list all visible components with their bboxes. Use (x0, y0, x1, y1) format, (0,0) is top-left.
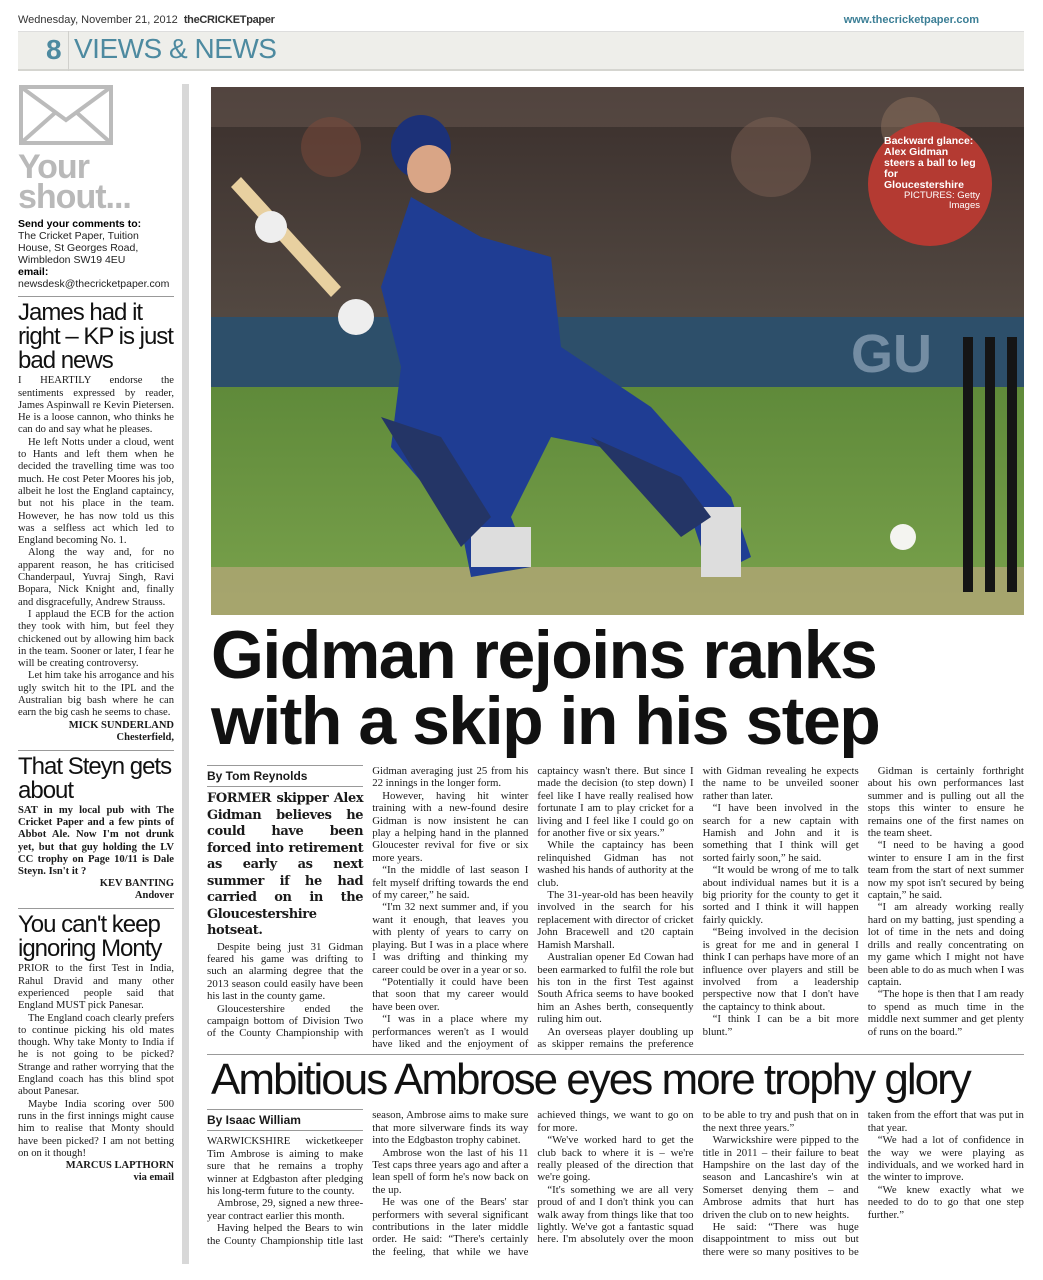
body-paragraph: Gloucestershire ended the campaign bottom of Division Two of the County Championship with Gidman averaging just 25 from his 22 innings in the longer form. (207, 765, 529, 1040)
letter-paragraph: Let him take his arrogance and his ugly switch hit to the IPL and the Australian big bash where he can earn the big cash he seems to chase. (18, 670, 174, 719)
letter-paragraph: SAT in my local pub with The Cricket Paper and a few pints of Abbot Ale. Now I'm not drunk yet, but that guy holding the LV CC trophy on Page 10/11 is Dale Steyn. Isn't it ? (18, 804, 174, 878)
letters-sidebar (18, 84, 174, 1184)
body-paragraph: “The hope is then that I am ready to spend as much time in the middle next summer and get plenty of runs on the board.” (867, 988, 1024, 1038)
page-number: 8 (46, 34, 62, 65)
body-paragraph: “It would be wrong of me to talk about individual names but it is a big priority for the county to get it sorted and I think it will happen fairly quickly. (702, 864, 859, 926)
body-paragraph: “I'm 32 next summer and, if you want it enough, that leaves you with plenty of years to carry on playing. But I was in a place where I was drifting and thinking my career could be over in a year or so. (372, 901, 529, 976)
band-divider (68, 31, 69, 71)
body-paragraph: “It's something we are all very proud of and I don't think you can walk away from things like that too lightly. We've got a fantastic squad here. I'm absolutely over the moon to be able to try and push that on in the next three years.” (537, 1109, 859, 1246)
letter-paragraph: Along the way and, for no apparent reason, he has criticised Chanderpaul, Yuvraj Singh, Ravi Bopara, Nick Knight and, finally and disgracefully, Andrew Strauss. (18, 547, 174, 608)
letter-location: via email (133, 1172, 174, 1184)
letter-signature: KEV BANTING (99, 878, 174, 890)
body-paragraph: “I need to be having a good winter to ensure I am in the first team from the start of next summer now my spot isn't secured by being captain,” he said. (867, 839, 1024, 902)
postal-address: The Cricket Paper, Tuition House, St Georges Road, Wimbledon SW19 4EU (18, 230, 139, 267)
body-paragraph: “Being involved in the decision is great for me and in general I think I can perhaps have more of an influence over players and still be involved from a leadership perspective now that I don't have the captaincy to think about. (702, 926, 859, 1013)
body-paragraph: “We knew exactly what we needed to do to go that one step further.” (867, 1183, 1024, 1221)
body-paragraph: While the captaincy has been relinquished Gidman has not washed his hands of authority at the club. (537, 839, 694, 889)
letter-paragraph: I applaud the ECB for the action they took with him, but feel they chickened out by allowing him back in the team. Sooner or later, I fear he will be creating controversy. (18, 608, 174, 670)
caption-title: Backward glance: Alex Gidman steers a ball to leg for Gloucestershire (884, 135, 976, 191)
page-dateline (18, 14, 275, 26)
letter-signature: MICK SUNDERLAND (68, 719, 174, 731)
letter-heading: You can't keep ignoring Monty (18, 908, 174, 961)
body-paragraph: “We had a lot of confidence in the way we were playing as individuals, and we worked hard in the winter to improve. (867, 1134, 1024, 1184)
photo-caption (868, 122, 992, 246)
body-paragraph: Warwickshire were pipped to the title in 2011 – their failure to beat Hampshire on the last day of the season and Lancashire's win at Somerset denying them – and Ambrose admits that hurt has driven the club on to new heights. (702, 1134, 859, 1221)
email-address[interactable]: newsdesk@thecricketpaper.com (18, 278, 170, 291)
letters-list (18, 296, 174, 1184)
body-paragraph: He said: “There was huge disappointment to miss out but there were so many positives to be taken from the effort that was put in that year. (702, 1109, 1024, 1258)
send-label: Send your comments to: (18, 218, 142, 231)
body-paragraph: “I think I can be a bit more blunt.” (702, 1013, 859, 1038)
body-paragraph: Ambrose, 29, signed a new three-year contract earlier this month. (207, 1197, 364, 1222)
body-paragraph: “Potentially it could have been that soon that my career would have been over. (372, 975, 529, 1013)
letter-location: Andover (134, 890, 174, 902)
body-paragraph: WARWICKSHIRE wicketkeeper Tim Ambrose is aiming to make sure that he remains a trophy winner at Edgbaston after pledging his long-term future to the county. (207, 1135, 364, 1197)
body-paragraph: Australian opener Ed Cowan had been earmarked to fulfil the role but his ton in the first Test against South Africa seems to have booked him an Ashes berth, consequently ruling him out. (537, 951, 694, 1026)
second-byline: By Isaac William (207, 1109, 363, 1131)
body-paragraph: “I was in a place where my performances weren't as I would have liked and the enjoyment of captaincy wasn't there. But since I made the decision (to step down) I feel like I have really realised how fortunate I am to play cricket for a living and I feel like I could go on for another five or six years.” (372, 765, 694, 1050)
your-shout-logo: Your shout... (18, 148, 131, 217)
letter-heading: That Steyn gets about (18, 750, 174, 803)
column-divider (182, 84, 189, 1264)
body-paragraph: An overseas player doubling up as skipper remains the preference with Gidman revealing he expects the name to be unveiled sooner rather than later. (537, 765, 859, 1050)
lead-article-body (207, 765, 1024, 1050)
date: Wednesday, November 21, 2012 (18, 14, 178, 26)
svg-text:GU: GU (851, 324, 932, 384)
lead-byline: By Tom Reynolds (207, 765, 363, 787)
body-paragraph: Ambrose won the last of his 11 Test caps three years ago and after a lean spell of form he's now back on the up. (372, 1146, 529, 1196)
letter-paragraph: I HEARTILY endorse the sentiments expressed by reader, James Aspinwall re Kevin Pietersen. He is a loose cannon, who thinks he can do and say what he pleases. (18, 375, 174, 436)
body-paragraph: “I am already working really hard on my batting, just spending a lot of time in the nets and doing drills and really concentrating on my game which I might not have been able to do as much when I was captain. (867, 901, 1024, 988)
body-paragraph: The 31-year-old has been heavily involved in the search for his replacement with director of cricket John Bracewell and t20 captain Hamish Marshall. (537, 889, 694, 951)
lead-standfirst: FORMER skipper Alex Gidman believes he could have been forced into retirement as early as next summer if he had carried on in the Gloucestershire hotseat. (207, 791, 364, 938)
second-headline: Ambitious Ambrose eyes more trophy glory (211, 1055, 970, 1105)
body-paragraph: However, having hit winter training with a new-found desire Gidman is now insistent he can play a helping hand in the planned Gloucester revival for five or six more years. (372, 789, 529, 864)
body-paragraph: “In the middle of last season I felt myself drifting towards the end of my career,” he said. (372, 864, 529, 902)
second-article-body (207, 1109, 1024, 1258)
lead-headline: Gidman rejoins ranks with a skip in his step (211, 617, 880, 759)
email-label: email: (18, 266, 49, 279)
body-paragraph: Having helped the Bears to win the County Championship title last season, Ambrose aims to make sure that more silverware finds its way into the Edgbaston trophy cabinet. (207, 1109, 529, 1247)
body-paragraph: “We've worked hard to get the club back to where it is – we're really pleased of the direction that we're going. (537, 1134, 694, 1184)
letter-signature: MARCUS LAPTHORN (65, 1160, 174, 1172)
contact-block (18, 218, 174, 290)
photo-credit: PICTURES: Getty Images (903, 190, 980, 211)
lower-articles (207, 765, 1024, 1258)
website-url: www.thecricketpaper.com (843, 14, 979, 26)
envelope-icon (18, 84, 114, 146)
body-paragraph: Despite being just 31 Gidman feared his game was drifting to such an alarming degree that the 2013 season could easily have been his last in the county game. (207, 940, 364, 1003)
masthead: theCRICKETpaper (183, 14, 275, 26)
letter-paragraph: The England coach clearly prefers to continue picking his old mates though. Why take Monty to India if he is not going to be picked? Strange and rather worrying that the England coach has this blind spot about Panesar. (18, 1012, 174, 1098)
letter-heading: James had it right – KP is just bad news (18, 296, 174, 373)
body-paragraph: He was one of the Bears' star performers with several significant contributions in the later middle order. He said: “There's certainly the feeling, that while we have achieved things, we want to go on for more. (372, 1109, 694, 1258)
letter-paragraph: Maybe India scoring over 500 runs in the first innings might cause him to realise that Monty should have been picked? I am not betting on on it though! (18, 1098, 174, 1159)
body-paragraph: “I have been involved in the search for a new captain with Hamish and John and it is something that I think will get sorted fairly soon,” he said. (702, 802, 859, 864)
section-title: VIEWS & NEWS (74, 33, 277, 64)
letter-location: Chesterfield, (116, 731, 174, 743)
body-paragraph: Gidman is certainly forthright about his own performances last summer and is pulling out all the stops this winter to ensure he remains one of the first names on the team sheet. (867, 765, 1024, 840)
letter-paragraph: He left Notts under a cloud, went to Hants and left them when he decided the travelling time was too much. He cost Peter Moores his job, albeit he lost the England captaincy, but not his place in the team. However, he has now told us this was a selfless act which led to England becoming No. 1. (18, 436, 174, 547)
letter-paragraph: PRIOR to the first Test in India, Rahul Dravid and many other experienced people said that England MUST pick Panesar. (18, 963, 174, 1012)
